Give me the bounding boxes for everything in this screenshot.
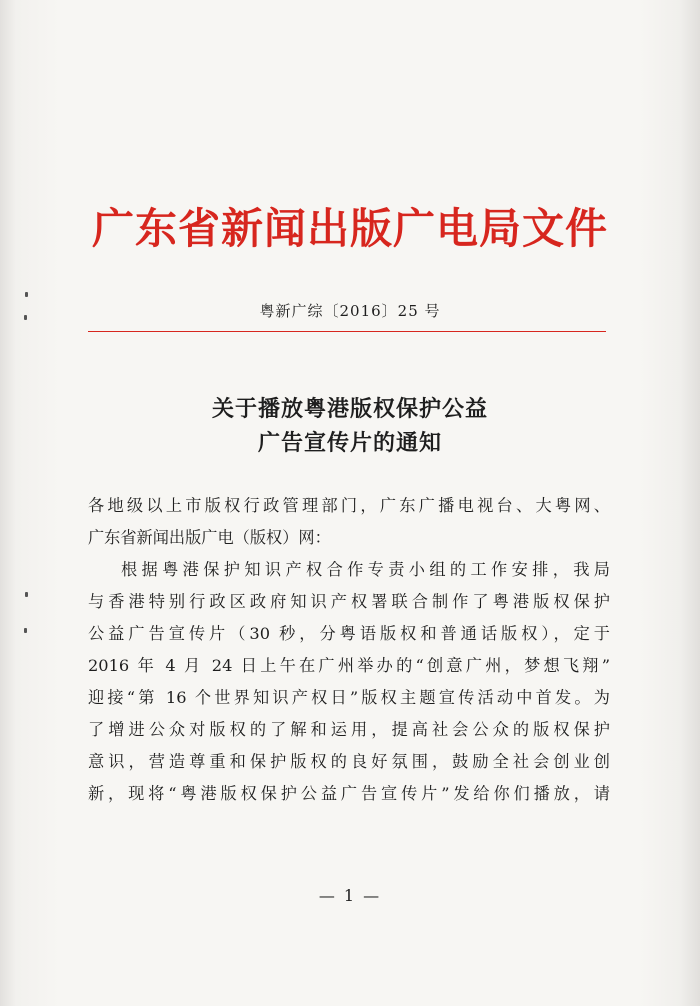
paragraph-line: 与香港特别行政区政府知识产权署联合制作了粤港版权保护 <box>88 592 610 611</box>
document-number: 粤新广综〔2016〕25 号 <box>259 302 441 320</box>
notice-title-line-1: 关于播放粤港版权保护公益 <box>211 396 488 422</box>
binding-mark <box>25 592 28 597</box>
paragraph-line: 根据粤港保护知识产权合作专责小组的工作安排，我局 <box>121 560 610 579</box>
paragraph-line: 意识，营造尊重和保护版权的良好氛围，鼓励全社会创业创 <box>88 752 610 771</box>
paragraph-line: 公益广告宣传片（30 秒，分粤语版权和普通话版权），定于 <box>88 624 610 643</box>
binding-mark <box>24 628 27 633</box>
document-body <box>88 490 610 810</box>
notice-title <box>0 392 700 460</box>
recipients-line-1: 各地级以上市版权行政管理部门，广东广播电视台、大粤网、 <box>88 496 610 515</box>
red-divider-line <box>88 331 606 332</box>
paragraph-line: 2016 年 4 月 24 日上午在广州举办的“创意广州，梦想飞翔” <box>88 656 610 675</box>
paragraph-line: 迎接“第 16 个世界知识产权日”版权主题宣传活动中首发。为 <box>88 688 610 707</box>
document-header-title: 广东省新闻出版广电局文件 <box>91 204 608 253</box>
paragraph-line: 新，现将“粤港版权保护公益广告宣传片”发给你们播放，请 <box>88 784 610 803</box>
notice-title-line-2: 广告宣传片的通知 <box>257 430 442 456</box>
page-number: — 1 — <box>318 886 382 905</box>
paragraph-line: 了增进公众对版权的了解和运用，提高社会公众的版权保护 <box>88 720 610 739</box>
recipients <box>88 490 610 554</box>
binding-mark <box>25 292 28 297</box>
paragraph-1 <box>88 554 610 810</box>
recipients-line-2: 广东省新闻出版广电（版权）网： <box>88 528 331 547</box>
